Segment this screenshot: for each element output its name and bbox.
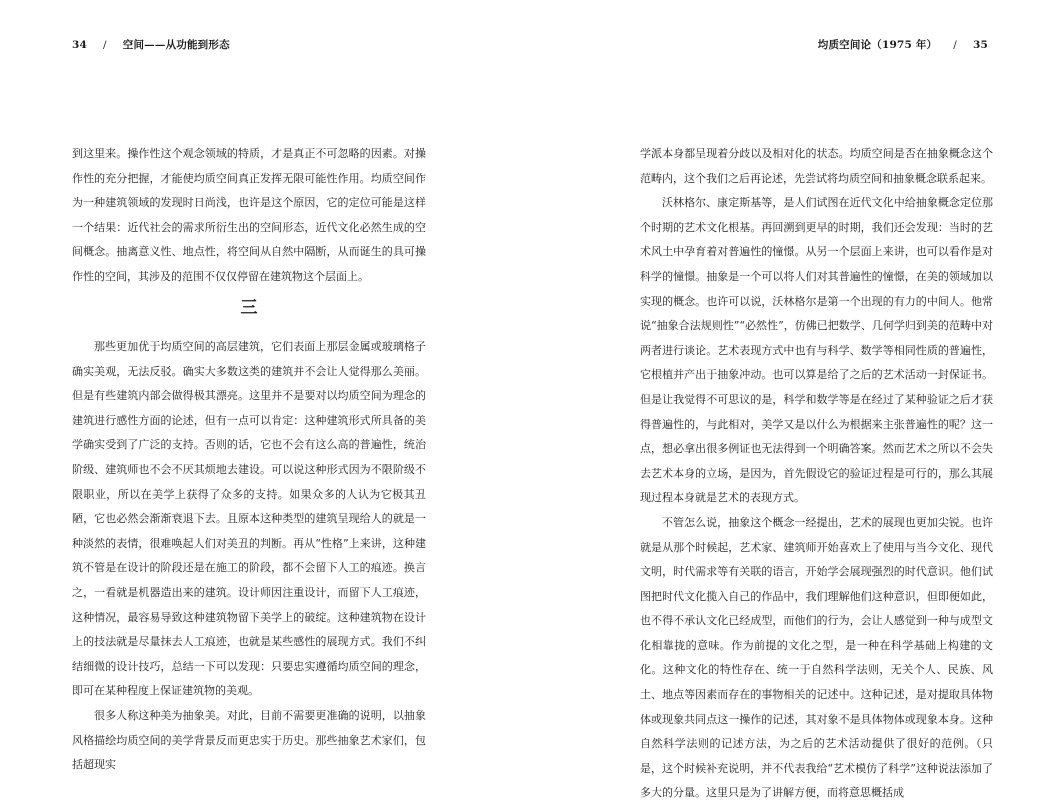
- right-page: [531, 0, 1061, 800]
- left-running-title: 空间——从功能到形态: [122, 39, 230, 51]
- left-top-text-block: [72, 142, 426, 290]
- left-paragraph-3: 很多人称这种美为抽象美。对此，目前不需要更准确的说明，以抽象风格描绘均质空间的美学背景反而更忠实于历史。那些抽象艺术家们，包括超现实: [72, 708, 426, 772]
- left-paragraph-1: 到这里来。操作性这个观念领域的特质，才是真正不可忽略的因素。对操作性的充分把握，才能使均质空间真正发挥无限可能性作用。均质空间作为一种建筑领域的发现时日尚浅，也许是这个原因，它的定位可能是这样一个结果：近代社会的需求所衍生出的空间形态，近代文化必然生成的空间概念。抽离意义性、地点性，将空间从自然中隔断，从而诞生的具可操作性的空间，其涉及的范围不仅仅停留在建筑物这个层面上。: [72, 147, 426, 283]
- right-header-separator: /: [953, 39, 957, 51]
- right-paragraph-1: 学派本身都呈现着分歧以及相对化的状态。均质空间是否在抽象概念这个范畴内，这个我们之后再论述，先尝试将均质空间和抽象概念联系起来。: [640, 147, 993, 185]
- right-paragraph-3: 不管怎么说，抽象这个概念一经提出，艺术的展现也更加尖锐。也许就是从那个时候起，艺术家、建筑师开始喜欢上了使用与当今文化、现代文明，时代需求等有关联的语言，开始学会展现强烈的时代意识。他们试图把时代文化揽入自己的作品中，我们理解他们这种意识，但即便如此，也不得不承认文化已经成型，而他们的行为，会让人感觉到一种与成型文化相靠拢的意味。作为前提的文化之型，是一种在科学基础上构建的文化。这种文化的特性存在、统一于自然科学法则，无关个人、民族、风土、地点等因素而存在的事物相关的记述中。这种记述，是对提取具体物体或现象共同点这一操作的记述，其对象不是具体物体或现象本身。这种自然科学法则的记述方法，为之后的艺术活动提供了很好的范例。（只是，这个时候补充说明，并不代表我给“艺术模仿了科学”这种说法添加了多大的分量。这里只是为了讲解方便，而将意思概括成: [640, 515, 993, 800]
- left-paragraph-2: 那些更加优于均质空间的高层建筑，它们表面上那层金属或玻璃格子确实美观，无法反驳。确实大多数这类的建筑并不会让人觉得那么美丽。但是有些建筑内部会做得极其漂亮。这里并不是要对以均质空间为理念的建筑进行感性方面的论述，但有一点可以肯定：这种建筑形式所具备的美学确实受到了广泛的支持。否则的话，它也不会有这么高的普遍性，统治阶级、建筑师也不会不厌其烦地去建设。可以说这种形式因为不限阶级不限职业，所以在美学上获得了众多的支持。如果众多的人认为它极其丑陋，它也必然会渐渐衰退下去。且原本这种类型的建筑呈现给人的就是一种淡然的表情，很难唤起人们对美丑的判断。再从“性格”上来讲，这种建筑不管是在设计的阶段还是在施工的阶段，都不会留下人工的痕迹。换言之，一看就是机器造出来的建筑。设计师因注重设计，而留下人工痕迹，这种情况，最容易导致这种建筑物留下美学上的破绽。这种建筑物在设计上的技法就是尽量抹去人工痕迹，也就是某些感性的展现方式。我们不纠结细微的设计技巧，总结一下可以发现：只要忠实遵循均质空间的理念，即可在某种程度上保证建筑物的美观。: [72, 340, 426, 698]
- left-bottom-text-block: [72, 335, 426, 778]
- left-page-header: [72, 37, 230, 52]
- section-heading: 三: [240, 298, 258, 318]
- right-text-block: [640, 142, 993, 806]
- right-page-header: [818, 37, 988, 52]
- left-page-number: 34: [72, 39, 88, 51]
- right-page-number: 35: [972, 39, 988, 51]
- right-paragraph-2: 沃林格尔、康定斯基等，是人们试图在近代文化中给抽象概念定位那个时期的艺术文化根基。再回溯到更早的时期，我们还会发现：当时的艺术风土中孕育着对普遍性的憧憬。从另一个层面上来讲，也可以看作是对科学的憧憬。抽象是一个可以将人们对其普遍性的憧憬，在美的领域加以实现的概念。也许可以说，沃林格尔是第一个出现的有力的中间人。他常说“抽象合法规则性”“必然性”，仿佛已把数学、几何学归到美的范畴中对两者进行谈论。艺术表现方式中也有与科学、数学等相同性质的普遍性，它根植并产出于抽象冲动。也可以算是给了之后的艺术活动一封保证书。但是让我觉得不可思议的是，科学和数学等是在经过了某种验证之后才获得普遍性的，与此相对，美学又是以什么为根据来主张普遍性的呢？这一点，想必拿出很多例证也无法得到一个明确答案。然而艺术之所以不会失去艺术本身的立场，是因为，首先假设它的验证过程是可行的，那么其展现过程本身就是艺术的表现方式。: [640, 196, 993, 505]
- left-header-separator: /: [103, 39, 107, 51]
- left-page: [0, 0, 530, 772]
- right-running-title: 均质空间论（1975 年）: [817, 39, 938, 51]
